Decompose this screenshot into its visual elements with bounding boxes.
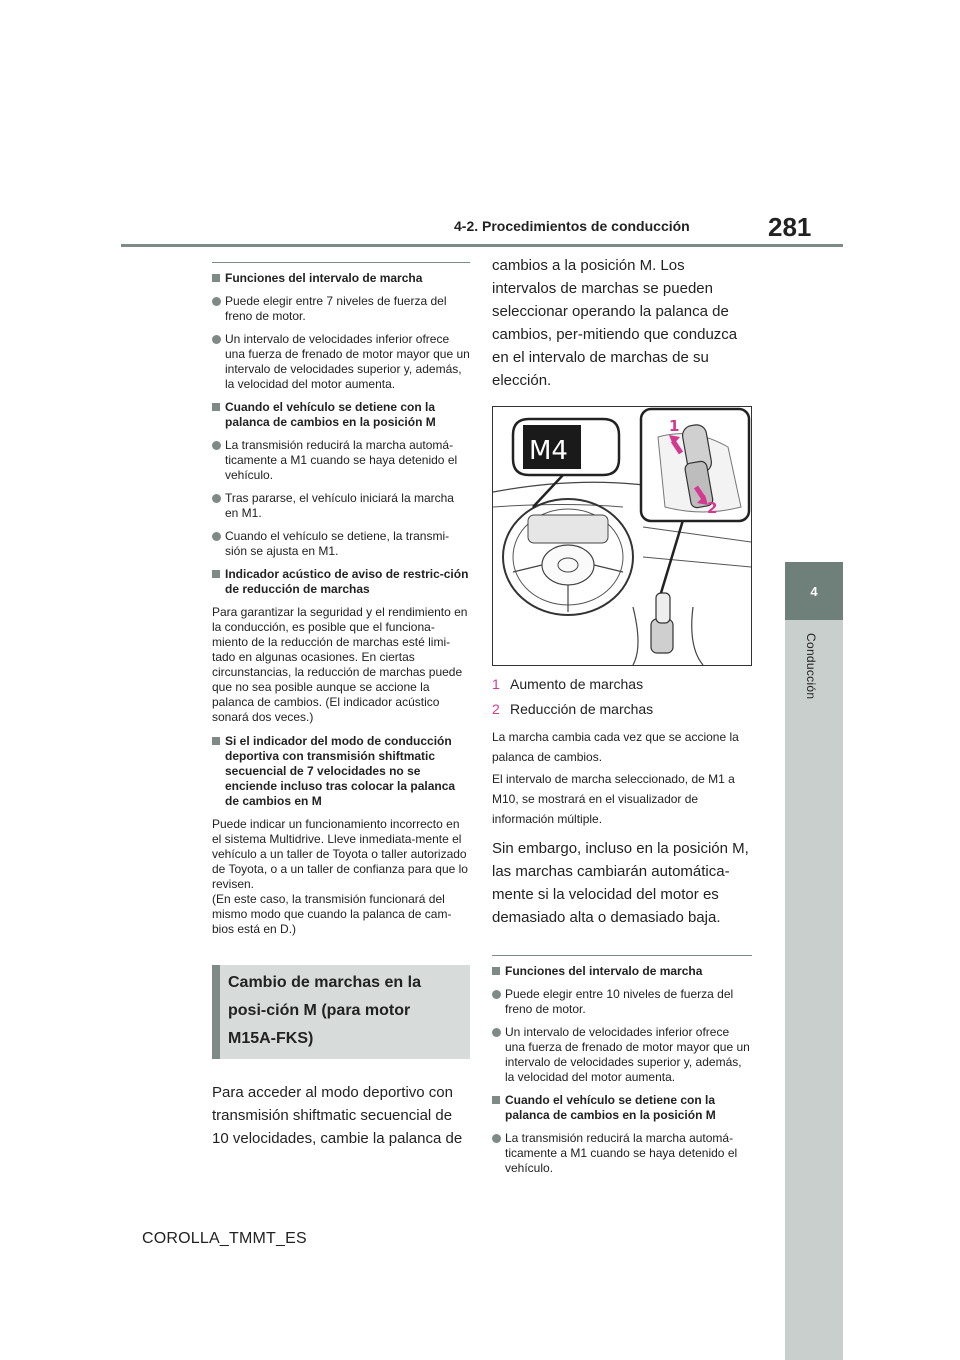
numbered-item-upshift — [492, 674, 752, 694]
chapter-label: Conducción — [804, 633, 818, 700]
bullet-item: Un intervalo de velocidades inferior ofrece una fuerza de frenado de motor mayor que un intervalo de velocidades superior y, además, la velocidad del motor aumenta. — [492, 1025, 752, 1085]
subheading-vehicle-stops-in-m: Cuando el vehículo se detiene con la palanca de cambios en la posición M — [492, 1093, 752, 1123]
gear-display-text: M4 — [529, 436, 568, 466]
document-code: COROLLA_TMMT_ES — [142, 1230, 307, 1247]
bullet-item: Cuando el vehículo se detiene, la transmi-sión se ajusta en M1. — [212, 529, 470, 559]
callout-number-2: 2 — [707, 499, 718, 517]
item-text: Reducción de marchas — [510, 701, 654, 717]
gear-lever-small — [651, 593, 673, 653]
intro-paragraph: Para acceder al modo deportivo con transmisión shiftmatic secuencial de 10 velocidades, cambie la palanca de — [212, 1084, 463, 1147]
item-text: Aumento de marchas — [510, 676, 644, 692]
header-rule — [121, 244, 843, 247]
main-paragraph: Sin embargo, incluso en la posición M, las marchas cambiarán automática-mente si la velocidad del motor es demasiado alta o demasiado baja. — [492, 840, 749, 926]
section-heading: Cambio de marchas en la posi-ción M (para motor M15A-FKS) — [220, 965, 470, 1059]
subheading-gear-range-functions: Funciones del intervalo de marcha — [492, 955, 752, 979]
paragraph: Para garantizar la seguridad y el rendimiento en la conducción, es posible que el funciona-miento de la reducción de marchas esté limi-tado en algunas ocasiones. En ciertas circunstancias, la reducción de marchas puede que no sea posible aunque se accione la palanca de cambios. (El indicador acústico sonará dos veces.) — [212, 605, 468, 724]
item-number: 1 — [492, 676, 500, 692]
bullet-item: La transmisión reducirá la marcha automá-ticamente a M1 cuando se haya detenido el vehículo. — [212, 438, 470, 483]
bullet-item: Un intervalo de velocidades inferior ofrece una fuerza de frenado de motor mayor que un intervalo de velocidades superior y, además, la velocidad del motor aumenta. — [212, 332, 470, 392]
bullet-item: La transmisión reducirá la marcha automá-ticamente a M1 cuando se haya detenido el vehículo. — [492, 1131, 752, 1176]
chapter-side-rule — [785, 620, 843, 1360]
subheading-gear-range-functions: Funciones del intervalo de marcha — [212, 262, 470, 286]
subheading-indicator-not-lit: Si el indicador del modo de conducción deportiva con transmisión shiftmatic secuencial de 7 velocidades no se enciende incluso tras colocar la palanca de cambios en M — [212, 734, 470, 809]
dashboard-illustration — [493, 407, 751, 665]
bullet-item: Puede elegir entre 10 niveles de fuerza del freno de motor. — [492, 987, 752, 1017]
gear-display-callout — [513, 419, 619, 507]
right-column — [492, 254, 752, 1184]
chapter-number: 4 — [810, 583, 818, 599]
steering-wheel — [503, 499, 633, 615]
callout-number-1: 1 — [669, 417, 680, 435]
paragraph: Puede indicar un funcionamiento incorrecto en el sistema Multidrive. Lleve inmediata-mente el vehículo a un taller de Toyota o taller autorizado de Toyota, o a un taller de confianza para que lo revisen. — [212, 817, 468, 891]
bullet-item: Puede elegir entre 7 niveles de fuerza del freno de motor. — [212, 294, 470, 324]
subheading-downshift-buzzer: Indicador acústico de aviso de restric-ción de reducción de marchas — [212, 567, 470, 597]
lever-closeup — [641, 409, 749, 521]
shift-lever-figure — [492, 406, 752, 666]
section-title: 4-2. Procedimientos de conducción — [454, 218, 690, 234]
bullet-item: Tras pararse, el vehículo iniciará la marcha en M1. — [212, 491, 470, 521]
section-heading-box — [212, 965, 470, 1059]
item-number: 2 — [492, 701, 500, 717]
left-column — [212, 262, 470, 1162]
subheading-vehicle-stops-in-m: Cuando el vehículo se detiene con la palanca de cambios en la posición M — [212, 400, 470, 430]
paragraph: (En este caso, la transmisión funcionará del mismo modo que cuando la palanca de cam-bios está en D.) — [212, 892, 452, 936]
numbered-item-downshift — [492, 699, 752, 719]
note-paragraph: El intervalo de marcha seleccionado, de M1 a M10, se mostrará en el visualizador de información múltiple. — [492, 772, 735, 826]
note-paragraph: La marcha cambia cada vez que se accione la palanca de cambios. — [492, 730, 739, 764]
intro-paragraph-continued: cambios a la posición M. Los intervalos de marchas se pueden seleccionar operando la palanca de cambios, per-mitiendo que conduzca en el intervalo de marchas de su elección. — [492, 257, 738, 389]
chapter-tab[interactable] — [785, 562, 843, 620]
page-number: 281 — [768, 212, 812, 242]
